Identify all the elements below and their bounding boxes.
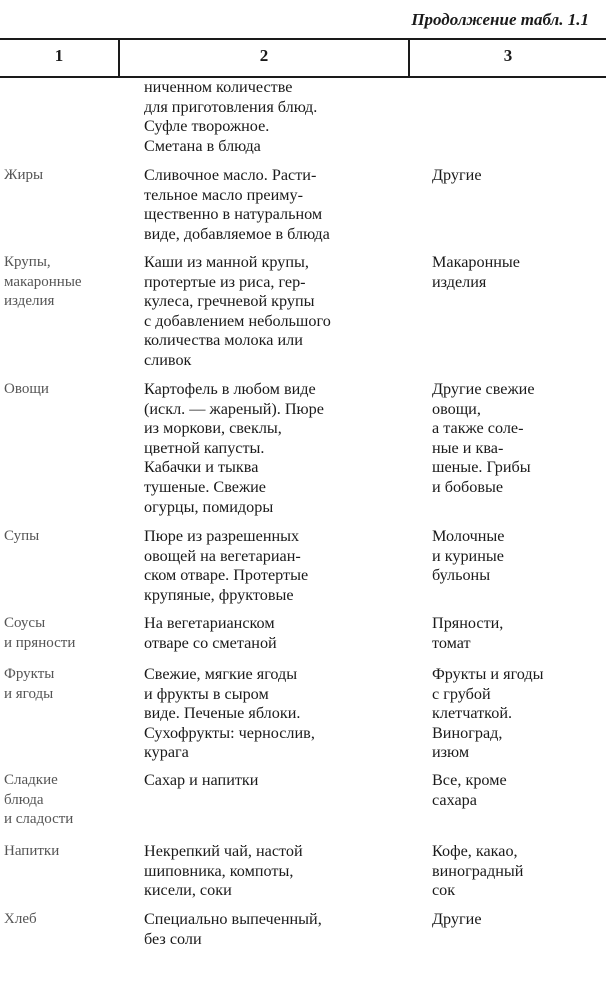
cell-line: виде. Печеные яблоки. [144,704,301,723]
header-col-1: 1 [54,46,64,65]
cell-line: овощи, [432,399,481,418]
cell-line: Крупы, [4,254,51,270]
table-cell-c3 [432,665,602,763]
cell-line: изделия [432,272,487,291]
table-cell-c3 [432,771,602,810]
cell-line: Сухофрукты: чернослив, [144,723,315,742]
cell-line: макаронные [4,273,82,290]
cell-line: виноградный [432,861,524,880]
cell-line: с добавлением небольшого [144,311,331,330]
table-cell-c1 [4,771,114,830]
table-cell-c3 [432,910,602,930]
cell-line: сок [432,881,456,900]
cell-line: томат [432,633,471,652]
cell-line: ные и ква- [432,438,504,457]
cell-line: изделия [4,293,55,310]
table-header [0,38,606,78]
table-cell-c1 [4,842,114,862]
cell-line: виде, добавляемое в блюда [144,224,330,243]
cell-line: крупяные, фруктовые [144,585,294,604]
table-cell-c2 [144,842,394,901]
cell-line: изюм [432,743,470,762]
table-cell-c2 [144,380,394,517]
cell-line: и бобовые [432,477,504,496]
table-cell-c2 [144,166,394,244]
table-cell-c1 [4,665,114,704]
cell-line: Фрукты и ягоды [432,665,544,683]
cell-line: овощей на вегетариан- [144,546,301,565]
cell-line: Другие свежие [432,380,535,398]
cell-line: с грубой [432,684,491,703]
table-cell-c3 [432,166,602,186]
cell-line: сахара [432,790,477,809]
cell-line: Все, кроме [432,771,507,789]
table-cell-c1 [4,166,114,186]
cell-line: Фрукты [4,666,55,682]
cell-line: и пряности [4,634,76,651]
table-cell-c3 [432,527,602,586]
cell-line: щественно в натуральном [144,205,323,224]
cell-line: Сметана в блюда [144,136,261,155]
cell-line: а также соле- [432,419,524,438]
cell-line: Жиры [4,167,44,183]
cell-line: Пряности, [432,614,504,632]
cell-line: огурцы, помидоры [144,497,274,516]
cell-line: отваре со сметаной [144,633,277,652]
cell-line: Виноград, [432,723,503,742]
cell-line: для приготовления блюд. [144,97,318,116]
cell-line: Соусы [4,615,46,631]
cell-line: количества молока или [144,331,303,350]
cell-line: без соли [144,929,202,948]
table-caption: Продолжение табл. 1.1 [411,10,589,29]
cell-line: шеные. Грибы [432,458,531,477]
cell-line: Кофе, какао, [432,842,518,860]
cell-line: Некрепкий чай, настой [144,842,303,860]
cell-line: цветной капусты. [144,438,265,457]
header-col-2: 2 [259,46,269,65]
cell-line: и сладости [4,811,74,828]
table-cell-c2 [144,665,394,763]
cell-line: кулеса, гречневой крупы [144,292,315,311]
cell-line: Суфле творожное. [144,117,270,136]
cell-line: Макаронные [432,253,520,271]
cell-line: тельное масло преиму- [144,185,303,204]
cell-line: тушеные. Свежие [144,477,266,496]
table-cell-c1 [4,253,114,312]
table-cell-c3 [432,380,602,498]
cell-line: (искл. — жареный). Пюре [144,399,324,418]
table-cell-c2 [144,910,394,949]
cell-line: Другие [432,910,482,928]
table-cell-c1 [4,527,114,547]
cell-line: Кабачки и тыква [144,458,259,477]
cell-line: и фрукты в сыром [144,684,269,703]
table-cell-c2 [144,78,394,156]
cell-line: Хлеб [4,911,37,927]
cell-line: клетчаткой. [432,704,513,723]
cell-line: Специально выпеченный, [144,910,322,928]
cell-line: Супы [4,528,40,544]
cell-line: и ягоды [4,685,54,702]
cell-line: Сахар и напитки [144,771,259,789]
cell-line: протертые из риса, гер- [144,272,306,291]
table-cell-c2 [144,527,394,605]
cell-line: кисели, соки [144,881,232,900]
cell-line: Картофель в любом виде [144,380,316,398]
cell-line: из моркови, свеклы, [144,419,282,438]
table-cell-c1 [4,910,114,930]
header-col-3: 3 [503,46,513,65]
table-cell-c1 [4,614,114,653]
cell-line: Молочные [432,527,505,545]
cell-line: Сладкие [4,772,58,788]
cell-line: шиповника, компоты, [144,861,294,880]
cell-line: Сливочное масло. Расти- [144,166,317,184]
table-cell-c2 [144,614,394,653]
cell-line: Овощи [4,381,49,397]
cell-line: Каши из манной крупы, [144,253,309,271]
table-cell-c2 [144,253,394,371]
cell-line: Пюре из разрешенных [144,527,300,545]
cell-line: курага [144,743,189,762]
cell-line: Напитки [4,843,60,859]
cell-line: ниченном количестве [144,78,293,96]
cell-line: бульоны [432,566,491,585]
table-cell-c3 [432,253,602,292]
cell-line: и куриные [432,546,504,565]
cell-line: Другие [432,166,482,184]
cell-line: На вегетарианском [144,614,275,632]
cell-line: блюда [4,791,44,808]
cell-line: сливок [144,350,192,369]
cell-line: Свежие, мягкие ягоды [144,665,298,683]
table-cell-c3 [432,842,602,901]
table-cell-c3 [432,614,602,653]
table-cell-c1 [4,380,114,400]
table-cell-c2 [144,771,394,791]
cell-line: ском отваре. Протертые [144,566,309,585]
